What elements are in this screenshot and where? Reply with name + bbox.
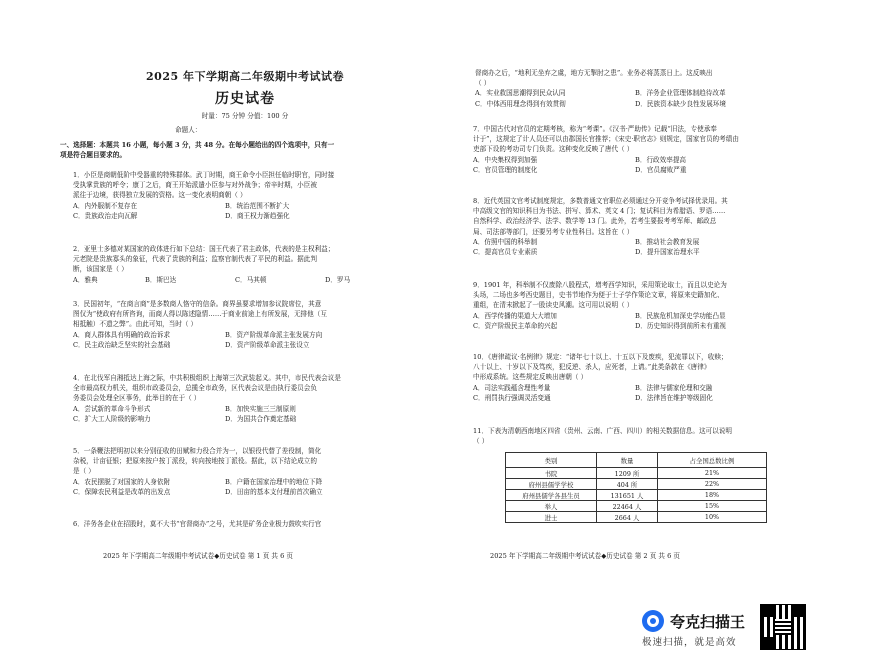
option-c[interactable]: C．提高官员专业素质 — [473, 248, 538, 257]
option-d[interactable]: D．为国共合作奠定基础 — [225, 414, 297, 423]
option-b[interactable]: B．行政效率提高 — [635, 155, 687, 164]
table-cell: 府州县儒学学校 — [506, 479, 597, 490]
question-text: 6．洋务各企业在招股时，莫不大书“官督商办”之号，尤其是矿务企业极力鼓吹实行官 — [73, 520, 322, 528]
table-cell: 131651 人 — [597, 490, 658, 501]
question-text: 八十以上、十岁以下及笃疾，犯反逆、杀人，应死者，上请。”此类条款在《唐律》 — [473, 363, 711, 372]
option-a[interactable]: A．雅典 — [73, 275, 98, 284]
question-text: 5．一条鞭法把明初以来分别征收的田赋和力役合并为一，以银役代替了差役制，简化 — [73, 447, 322, 455]
table-row — [506, 479, 767, 490]
subject-title: 历史试卷 — [215, 91, 275, 107]
table-cell: 进士 — [506, 512, 597, 523]
question-11 — [460, 426, 815, 446]
question-text: 9．1901 年，科举制不仅废除八股程式，增考西学知识，采用策论取士，而且以史论为 — [473, 281, 727, 289]
question-text: 重组，在清末掀起了一股读史风潮。这可用以说明（ ） — [473, 301, 634, 310]
table-cell: 18% — [658, 490, 767, 501]
option-b[interactable]: B．资产阶级革命派主张发展方向 — [225, 330, 323, 339]
question-text: （ ） — [473, 437, 489, 446]
question-text: 派往于边境，获得独立发展的资格。这一变化表明商朝（ ） — [73, 191, 247, 200]
quark-logo-icon — [642, 610, 664, 632]
qr-code-icon — [760, 604, 806, 650]
question-text: 中高级文官的知识科目为书法、拼写、算术、英文 4 门；复试科目为希腊语、罗语…… — [473, 207, 726, 216]
table-row — [506, 468, 767, 479]
option-a[interactable]: A．内外服制不复存在 — [73, 201, 138, 210]
data-table — [505, 452, 767, 523]
option-a[interactable]: A．尝试新的革命斗争形式 — [73, 404, 151, 413]
question-text: 2．亚里士多德对某国家的政体进行如下总结：国王代表了君主政体，代表的是主权利益； — [73, 245, 335, 253]
scanner-brand — [642, 610, 745, 632]
question-text: 全市最高权力机关，组织市政委员会，总揽全市政务，区代表会议是由执行委员会负 — [73, 384, 317, 393]
question-text: 11．下表为清朝西南地区四省（贵州、云南、广西、四川）的相关数据信息。这可以说明 — [473, 427, 732, 435]
table-cell: 举人 — [506, 501, 597, 512]
question-text: 10．《唐律疏议·名例律》规定：“诸年七十以上、十五以下及废疾，犯流罪以下，收赎； — [473, 353, 728, 361]
question-text: 头场，二场也多考西史题目，史书节地作为便于士子学作策论文章，将原来史籍加化、 — [473, 291, 724, 300]
option-d[interactable]: D．提升国家治理水平 — [635, 248, 700, 257]
option-a[interactable]: A．农民摆脱了对国家的人身依附 — [73, 477, 171, 486]
question-text: 4．在北伐军自湘抵达上海之际，中共积极组织上海第三次武装起义。其中，市民代表会议是 — [73, 374, 341, 382]
question-5 — [60, 446, 432, 497]
option-c[interactable]: C．中体西用理念得到有效贯彻 — [475, 99, 566, 108]
option-c[interactable]: C．刑罚执行强调灵活变通 — [473, 393, 551, 402]
table-row — [506, 490, 767, 501]
question-6-continued — [475, 68, 815, 109]
option-c[interactable]: C．马其顿 — [235, 275, 267, 284]
question-8 — [460, 196, 815, 257]
page-footer-right: 2025 年下学期高二年级期中考试试卷◆历史试卷 第 2 页 共 6 页 — [490, 552, 680, 560]
option-a[interactable]: A．商人群体具有明确的政治诉求 — [73, 330, 171, 339]
question-6 — [60, 519, 432, 529]
question-text: 8．近代英国文官考试制度规定，多数普通文官职位必须通过分开竞争考试择优录用。其 — [473, 197, 728, 205]
option-c[interactable]: C．扩大工人阶级的影响力 — [73, 414, 151, 423]
option-d[interactable]: D．资产阶级革命派主张设立 — [225, 340, 310, 349]
question-9 — [460, 280, 815, 331]
question-7 — [460, 124, 815, 175]
question-text: 局、司法部等部门，还要另考专业性科目。这旨在（ ） — [473, 227, 634, 236]
question-text: （ ） — [475, 79, 491, 88]
option-b[interactable]: B．统治范围不断扩大 — [225, 201, 290, 210]
question-text: 断，该国家是（ ） — [73, 265, 128, 274]
question-10 — [460, 352, 815, 403]
section-one — [60, 140, 432, 160]
option-a[interactable]: A．实业救国思潮得到民众认同 — [475, 89, 566, 98]
author-line: 命题人： — [175, 126, 202, 134]
table-cell: 21% — [658, 468, 767, 479]
table-cell: 2664 人 — [597, 512, 658, 523]
table-cell: 1209 所 — [597, 468, 658, 479]
section-instruction-2: 项是符合题目要求的。 — [60, 151, 126, 160]
question-1 — [60, 170, 432, 221]
section-instruction: 一、选择题：本题共 16 小题，每小题 3 分，共 48 分。在每小题给出的四个选项中，只有一 — [60, 141, 335, 149]
table-row — [506, 501, 767, 512]
option-b[interactable]: B．法律与儒家伦理和交融 — [635, 383, 713, 392]
table-row — [506, 512, 767, 523]
table-cell: 10% — [658, 512, 767, 523]
option-d[interactable]: D．商王权力渐趋强化 — [225, 211, 290, 220]
question-text: 吏部下设的考功司专门负责。这种变化反映了唐代（ ） — [473, 145, 634, 154]
option-d[interactable]: D．民族资本缺少良性发展环境 — [635, 99, 727, 108]
question-text: 自然科学、政治经济学、法学、数学等 13 门。此外，若考生要报考考军师、邮政总 — [473, 217, 717, 226]
option-d[interactable]: D．历史知识得到前所未有重视 — [635, 321, 727, 330]
option-c[interactable]: C．民主政治缺乏坚实的社会基础 — [73, 340, 171, 349]
table-cell: 书院 — [506, 468, 597, 479]
table-cell: 府州县儒学各县生员 — [506, 490, 597, 501]
question-text: 计于”，这规定了计人员还可以由郡国长官推荐；《宋史·职官志》则规定，国家官员的考绩由 — [473, 135, 739, 144]
option-c[interactable]: C．贵族政治走向瓦解 — [73, 211, 138, 220]
option-b[interactable]: B．民族危机加深史学功能凸显 — [635, 311, 726, 320]
page-footer-left: 2025 年下学期高二年级期中考试试卷◆历史试卷 第 1 页 共 6 页 — [103, 552, 293, 560]
question-3 — [60, 299, 432, 350]
question-text: 中形成系统。这些规定反映出唐朝（ ） — [473, 373, 588, 382]
option-c[interactable]: C．保障农民利益是改革的出发点 — [73, 487, 171, 496]
table-header-row — [506, 453, 767, 468]
option-d[interactable]: D．田亩的基本支付理前首次确立 — [225, 487, 323, 496]
question-text: 相抵触）不遗之弊”。由此可知，当时（ ） — [73, 320, 198, 329]
option-d[interactable]: D．法律旨在维护等级固化 — [635, 393, 713, 402]
question-text: 元老院是贵族寡头的象征，代表了贵族的利益；监察官制代表了平民的利益。据此判 — [73, 255, 317, 264]
question-text: 3．民国初年，“在商言商”是多数商人恪守的信条。商界虽要求增加参议院席位，其意 — [73, 300, 322, 308]
option-a[interactable]: A．西学传播的渠道大大增加 — [473, 311, 557, 320]
question-text: 是（ ） — [73, 467, 95, 476]
option-d[interactable]: D．罗马 — [325, 275, 351, 284]
option-a[interactable]: A．仿照中国的科举制 — [473, 237, 538, 246]
time-score-line: 时量：75 分钟 分值：100 分 — [201, 112, 289, 120]
question-text: 7．中国古代对官员的定期考核，称为“考课”。《汉书·严助传》记载“旧法，专使承奉 — [473, 125, 717, 133]
option-c[interactable]: C．官员管理的制度化 — [473, 165, 538, 174]
table-header: 占全国总数比例 — [658, 453, 767, 468]
table-cell: 404 所 — [597, 479, 658, 490]
option-b[interactable]: B．斯巴达 — [145, 275, 177, 284]
question-text: 1．小臣是商朝低阶中受器重的特殊群体。武丁时期，商王命令小臣担任临时职官，同时接 — [73, 171, 335, 179]
option-c[interactable]: C．资产阶级民主革命的兴起 — [473, 321, 558, 330]
question-2 — [60, 244, 432, 285]
table-header: 数量 — [597, 453, 658, 468]
option-a[interactable]: A．中央集权得到加强 — [473, 155, 538, 164]
table-header: 类别 — [506, 453, 597, 468]
question-text: 杂税，计亩征银；把原来按户按丁派役，转向按地按丁派役。据此，以下结论成立的 — [73, 457, 317, 466]
option-b[interactable]: B．推动社会教育发展 — [635, 237, 700, 246]
option-a[interactable]: A．司法实践蕴含理性考量 — [473, 383, 551, 392]
option-b[interactable]: B．户籍在国家治理中的地位下降 — [225, 477, 323, 486]
option-d[interactable]: D．官员腐败严重 — [635, 165, 687, 174]
question-text: 务委员会处理全区事务，此举目的在于（ ） — [73, 394, 201, 403]
question-text: 图仅为“使政府有所咨询，而商人得以陈述隐情……于商业前途上有所发展，无排他（互 — [73, 310, 327, 319]
brand-name: 夸克扫描王 — [670, 612, 746, 631]
question-text: 督商办之后，“地利无坐弃之虞，地方无掣肘之患”。业务必将蒸蒸日上。这反映出 — [475, 69, 713, 77]
brand-slogan: 极速扫描，就是高效 — [642, 637, 737, 648]
option-b[interactable]: B．加快实施三三制原则 — [225, 404, 296, 413]
exam-title: 2025 年下学期高二年级期中考试试卷 — [146, 70, 344, 83]
table-cell: 22% — [658, 479, 767, 490]
table-cell: 15% — [658, 501, 767, 512]
table-cell: 22464 人 — [597, 501, 658, 512]
option-b[interactable]: B．洋务企业管理体制趋待改革 — [635, 89, 726, 98]
question-text: 受执掌贵族的呼令；康丁之后，商王开始派遣小臣参与对外战争；帝辛时期，小臣被 — [73, 181, 317, 190]
question-4 — [60, 373, 432, 424]
